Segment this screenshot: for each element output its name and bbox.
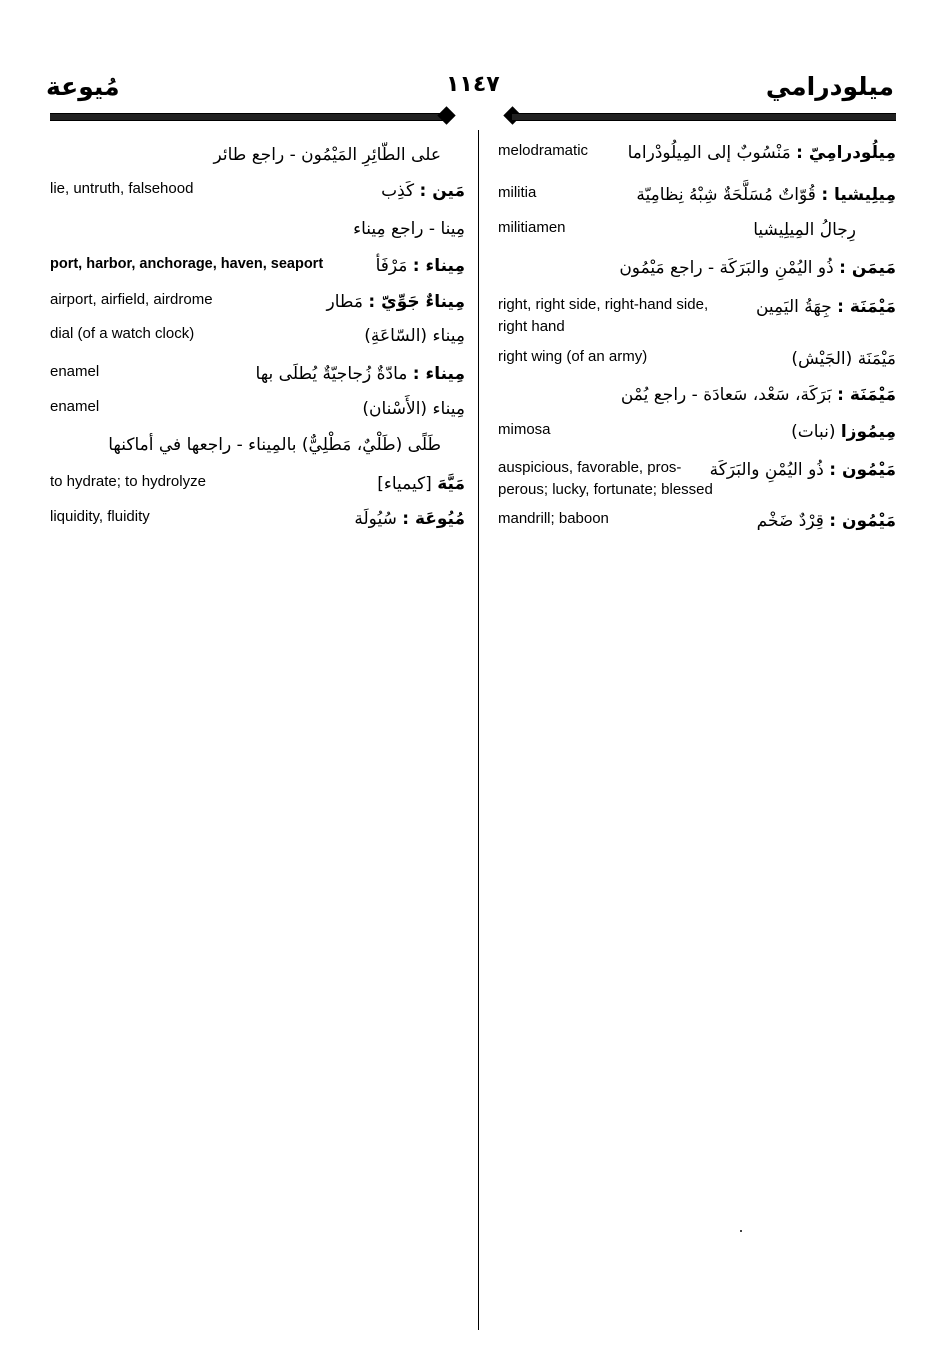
entry-english-continuation: perous; lucky, fortunate; blessed (498, 481, 713, 498)
header-rule-right (500, 110, 896, 122)
entry-english-continuation: right hand (498, 318, 565, 335)
entry-english: enamel (50, 363, 100, 380)
entry-headword: مِيلِيشيا : (821, 185, 896, 205)
entry-english: mimosa (498, 421, 551, 438)
entry-arabic: مِيلُودرامِيّ : مَنْسُوبٌ إلى المِيلُودْراما (627, 143, 896, 163)
entry-arabic: مَيْمَنَة (الجَيْش) (791, 349, 896, 369)
page-number: ١١٤٧ (446, 72, 500, 97)
column-divider (478, 130, 479, 1330)
entry-english: dial (of a watch clock) (50, 325, 195, 342)
guide-word-right: ميلودرامي (765, 72, 894, 101)
entry-english: mandrill; baboon (498, 510, 609, 527)
entry-arabic: طَلًى (طَلْيٌ، مَطْلِيٌّ) بالمِيناء - راجعها في أماكنها (108, 435, 441, 455)
entry-english: militia (498, 184, 537, 201)
entry-arabic: مَين : كَذِب (381, 181, 465, 201)
entry-arabic: مَيْمُون : ذُو اليُمْنِ والبَرَكَة (709, 460, 896, 480)
entry-headword: مَيْمُون : (829, 511, 896, 531)
entry-arabic: رِجالُ المِيلِيشيا (753, 220, 856, 240)
rule-diamond-ornament (437, 106, 455, 124)
entry-english: militiamen (498, 219, 566, 236)
entry-headword: مَيمَن : (839, 258, 896, 278)
entry-arabic: مِيناء (الأَسْنان) (362, 399, 465, 419)
entry-arabic: مِيناء (السّاعَةِ) (364, 326, 465, 346)
entry-english: lie, untruth, falsehood (50, 180, 194, 197)
entry-headword: مِيمُوزا (840, 422, 896, 442)
scan-speck (740, 1230, 742, 1232)
entry-arabic: مَيَّهَ [كيمياء] (377, 474, 465, 494)
entry-arabic: مِيلِيشيا : قُوّاتٌ مُسَلَّحَةٌ شِبْهُ نِظامِيّة (636, 185, 896, 205)
entry-arabic: على الطّائِرِ المَيْمُون - راجع طائر (213, 145, 441, 165)
entry-arabic: مِينا - راجع مِيناء (353, 219, 465, 239)
entry-english: port, harbor, anchorage, haven, seaport (50, 256, 324, 272)
entry-english: to hydrate; to hydrolyze (50, 473, 206, 490)
entry-arabic: مُيُوعَة : سُيُولَة (354, 509, 465, 529)
entry-english: right wing (of an army) (498, 348, 648, 365)
entry-english: auspicious, favorable, pros- (498, 459, 682, 476)
entry-english: right, right side, right-hand side, (498, 296, 709, 313)
entry-headword: مَيْمَنَة : (837, 385, 896, 405)
entry-english: enamel (50, 398, 100, 415)
entry-english: airport, airfield, airdrome (50, 291, 213, 308)
entry-arabic: مِيناءٌ جَوِّيّ : مَطار (326, 292, 465, 312)
entry-arabic: مِيمُوزا (نبات) (791, 422, 896, 442)
guide-word-left: مُيوعة (46, 72, 120, 101)
header-rule-left (50, 110, 460, 122)
entry-headword: مُيُوعَة : (402, 509, 465, 529)
entry-english: melodramatic (498, 142, 589, 159)
entry-arabic: مِيناء : مَرْفَأ (375, 256, 465, 276)
entry-english: liquidity, fluidity (50, 508, 150, 525)
entry-headword: مِيلُودرامِيّ : (796, 143, 896, 163)
entry-headword: مِيناء : (412, 364, 465, 384)
entry-headword: مِيناءٌ جَوِّيّ : (368, 292, 465, 312)
entry-headword: مَين : (419, 181, 465, 201)
entry-headword: مَيْمُون : (829, 460, 896, 480)
entry-arabic: مِيناء : مادّةٌ زُجاجيّةٌ يُطلَى بها (255, 364, 465, 384)
entry-arabic: مَيمَن : ذُو اليُمْنِ والبَرَكَة - راجع مَيْمُون (619, 258, 896, 278)
entry-arabic: مَيْمَنَة : بَرَكَة، سَعْد، سَعادَة - راجع يُمْن (620, 385, 896, 405)
entry-arabic: مَيْمُون : قِرْدٌ ضَخْم (756, 511, 896, 531)
entry-headword: مِيناء : (412, 256, 465, 276)
entry-headword: مَيْمَنَة : (837, 297, 896, 317)
entry-headword: مَيَّهَ (437, 474, 465, 494)
entry-arabic: مَيْمَنَة : جِهَةُ اليَمِين (755, 297, 896, 317)
